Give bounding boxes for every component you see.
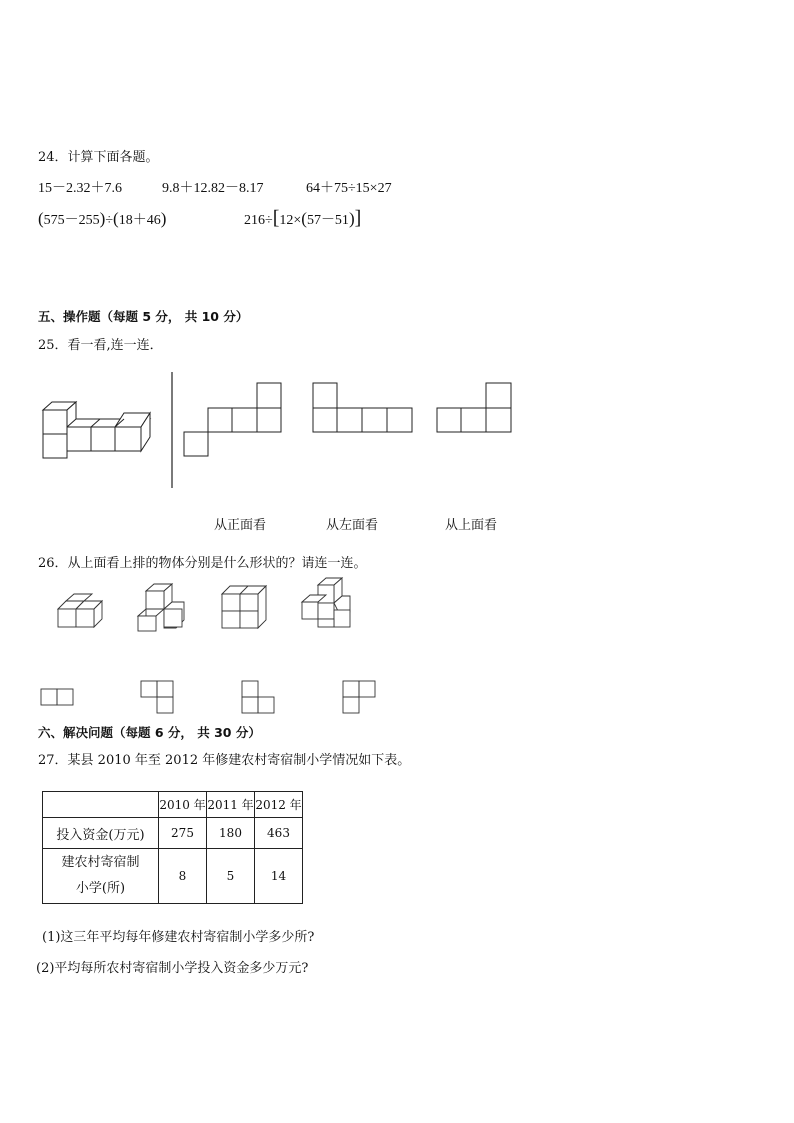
q24-expr-5-part-a: 216÷: [244, 213, 273, 228]
section-5-heading: 五、操作题（每题 5 分， 共 10 分）: [38, 309, 249, 324]
q24-expr-5-part-b: 12×: [279, 213, 302, 228]
q24-expr-3: 64＋75÷15×27: [306, 181, 392, 196]
table-row: [43, 818, 303, 849]
q24-expr-4-part-c: 18＋46: [118, 213, 161, 228]
table-row-label: 投入资金(万元): [43, 818, 159, 849]
q26-top-view-4: [343, 681, 375, 713]
table-cell: 463: [255, 818, 303, 849]
q26-title: 26．从上面看上排的物体分别是什么形状的？请连一连。: [38, 556, 367, 571]
table-cell: 8: [159, 849, 207, 904]
label-front-view: 从正面看: [214, 518, 267, 533]
q25-title: 25．看一看,连一连．: [38, 338, 163, 353]
q25-figures: [0, 360, 794, 500]
table-cell: 5: [207, 849, 255, 904]
view-option-1: [184, 383, 281, 456]
table-header-cell: [43, 792, 159, 818]
label-top-view: 从上面看: [445, 518, 498, 533]
q26-top-view-1: [41, 689, 73, 705]
q26-top-view-2: [141, 681, 173, 713]
table-cell: 14: [255, 849, 303, 904]
table-cell: 275: [159, 818, 207, 849]
q24-expr-4-part-a: 575－255: [43, 213, 100, 228]
table-row-label-line-2: 小学(所): [75, 881, 126, 896]
q24-expr-5: 216÷[12×(57－51)]: [244, 207, 362, 229]
table-row: [43, 849, 303, 904]
q26-solid-2: [138, 584, 184, 631]
q27-subquestion-2: (2)平均每所农村寄宿制小学投入资金多少万元?: [36, 961, 309, 976]
q26-top-view-3: [242, 681, 274, 713]
table-header-cell: 2011 年: [207, 792, 255, 818]
table-row-label: [43, 849, 159, 904]
q27-subquestion-1: (1)这三年平均每年修建农村寄宿制小学多少所?: [42, 930, 315, 945]
q24-expr-4-part-b: ÷: [105, 213, 114, 228]
q26-solid-4: [302, 578, 350, 627]
label-left-view: 从左面看: [326, 518, 379, 533]
q24-expr-2: 9.8＋12.82－8.17: [162, 181, 264, 196]
view-option-3: [437, 383, 511, 432]
q24-expr-4: (575－255)÷(18＋46): [38, 209, 167, 228]
q26-solid-3: [222, 586, 266, 628]
table-header-cell: 2012 年: [255, 792, 303, 818]
q27-table: [42, 791, 303, 904]
q26-figures: [0, 575, 794, 720]
section-6-heading: 六、解决问题（每题 6 分， 共 30 分）: [38, 725, 261, 740]
table-header-row: [43, 792, 303, 818]
q24-expr-1: 15－2.32＋7.6: [38, 181, 122, 196]
view-option-2: [313, 383, 412, 432]
q25-cube-solid: [43, 402, 150, 458]
table-cell: 180: [207, 818, 255, 849]
q27-title: 27．某县 2010 年至 2012 年修建农村寄宿制小学情况如下表。: [38, 753, 411, 768]
q24-title: 24．计算下面各题。: [38, 150, 159, 165]
q24-expr-5-part-c: 57－51: [306, 213, 349, 228]
q26-solid-1: [58, 594, 102, 627]
table-row-label-line-1: 建农村寄宿制: [61, 855, 140, 870]
table-header-cell: 2010 年: [159, 792, 207, 818]
